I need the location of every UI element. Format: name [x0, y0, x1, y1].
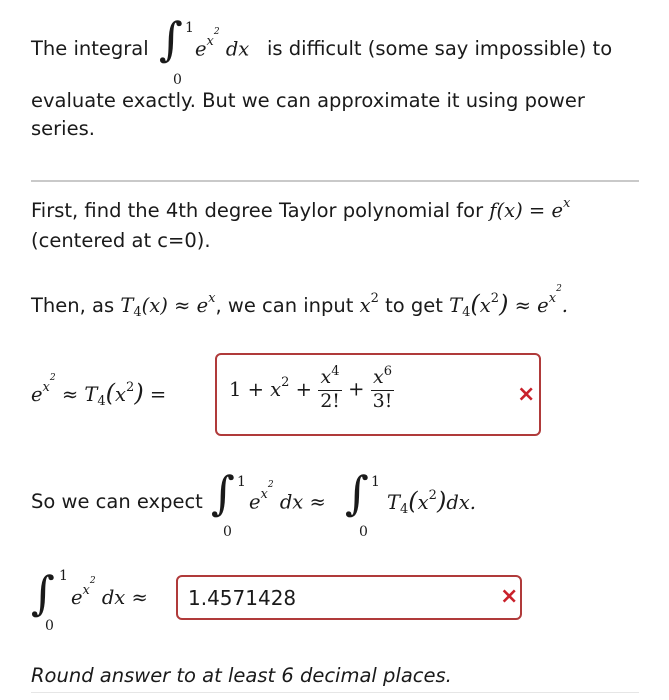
integral-lower-limit: 0: [359, 524, 368, 540]
intro-suffix: is difficult (some say impossible) to: [267, 37, 613, 60]
integral-sign: ∫: [31, 566, 55, 620]
fraction-x6-over-3: $\frac{x^6}{3!}$: [372, 364, 393, 412]
intro-line2: evaluate exactly. But we can approximate it using power: [31, 89, 585, 112]
fx-expression: $f(x) = e^x$: [489, 196, 571, 222]
intro-prefix: The integral: [31, 37, 149, 60]
section-divider: [31, 180, 639, 182]
final-lhs: ∫ 1 0 $e^{x^2}$ dx ≈: [31, 566, 148, 634]
integral-sign: ∫: [345, 466, 369, 520]
integral-upper-limit: 1: [185, 20, 194, 36]
taylor-answer-field[interactable]: [215, 353, 541, 436]
step1-line2: (centered at c=0).: [31, 229, 211, 252]
integrand: $e^{x^2}$ dx: [195, 27, 250, 61]
intro-line1: [31, 12, 651, 88]
intro-line3: series.: [31, 117, 95, 140]
final-answer-field[interactable]: [176, 575, 522, 620]
integral-sign: ∫: [159, 12, 183, 66]
bottom-divider: [31, 692, 639, 693]
rounding-note: Round answer to at least 6 decimal places.: [31, 664, 452, 687]
taylor-lhs: $e^{x^2} \approx T_4(x^2)$ =: [31, 372, 167, 409]
integral-upper-limit: 1: [237, 474, 246, 490]
incorrect-icon: ×: [517, 382, 536, 407]
final-answer-value: 1.4571428: [188, 586, 297, 610]
integral-lower-limit: 0: [173, 72, 182, 88]
integral-lower-limit: 0: [45, 618, 54, 634]
taylor-answer-expression: $1 + x^2$ + $\frac{x^4}{2!}$ + $\frac{x^6}{3!}$: [229, 364, 393, 412]
integral-upper-limit: 1: [59, 568, 68, 584]
step1-line1: First, find the 4th degree Taylor polynomial for $f(x) = e^x$: [31, 196, 571, 222]
integral-lower-limit: 0: [223, 524, 232, 540]
fraction-x4-over-2: $\frac{x^4}{2!}$: [320, 364, 340, 412]
integral-sign: ∫: [211, 466, 235, 520]
step3-line: So we can expect ∫ 1 0 $e^{x^2}$ dx ≈ ∫ 1 0 $T_4(x^2)dx$.: [31, 484, 651, 544]
integral-upper-limit: 1: [371, 474, 380, 490]
incorrect-icon: ×: [500, 584, 519, 609]
step2-line: Then, as $T_4(x) \approx e^x$, we can input $x^2$ to get $T_4(x^2) \approx e^{x^2}$.: [31, 283, 568, 320]
